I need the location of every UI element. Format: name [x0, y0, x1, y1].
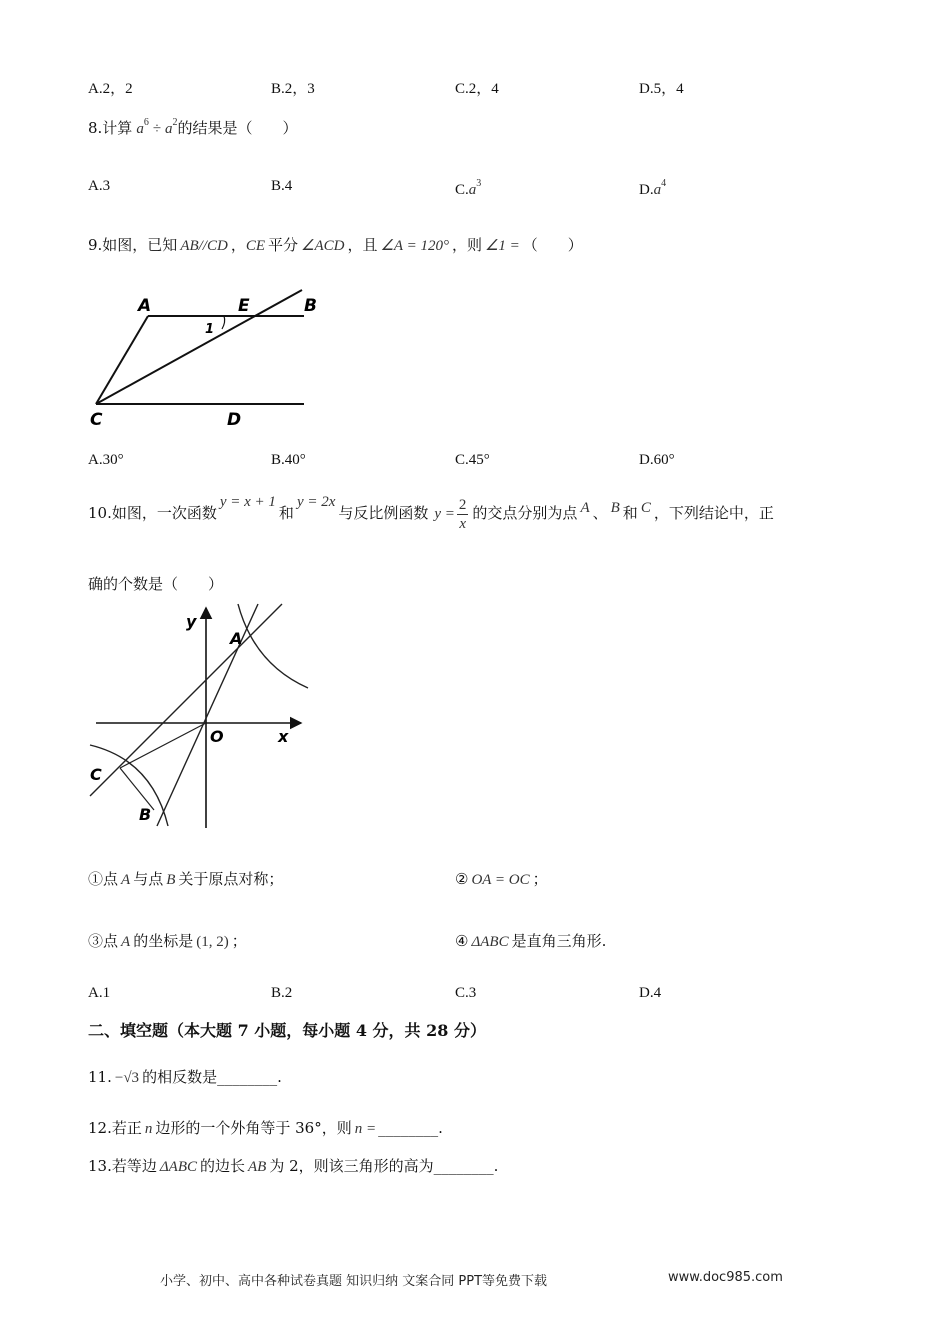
q9-option-c: C.45° — [455, 452, 490, 468]
q9-option-a: A.30° — [88, 452, 124, 468]
label-c: C — [90, 765, 102, 784]
q10-point-c: C — [640, 500, 651, 516]
question-9-stem: 9.如图，已知 AB//CD ，CE 平分 ∠ACD ，且 ∠A = 120° ，则 ∠1 = （ ） — [88, 236, 583, 254]
question-10-stem: 10.如图，一次函数y = x + 1和y = 2x与反比例函数 y = $\frac{2}{x}$ 的交点分别为点 A 、 B 和 C ，下列结论中，正 — [88, 494, 774, 532]
q7-option-a: A.2，2 — [88, 81, 133, 97]
q8-number: 8.计算 — [88, 119, 133, 137]
q9-ce: CE — [245, 238, 265, 254]
q8-expr-a1: a — [136, 121, 144, 137]
question-12: 12.若正 n 边形的一个外角等于 36°，则 n = ________. — [88, 1119, 443, 1137]
label-d: D — [227, 410, 242, 430]
q10-stem-line2: 确的个数是（ ） — [88, 575, 224, 593]
q8-option-c: $C.a^3$ — [455, 178, 482, 198]
hyperbola-branch-1 — [238, 604, 308, 688]
q10-statement-3: ③点 A 的坐标是 (1, 2) ； — [88, 932, 247, 950]
q10-figure — [86, 600, 316, 832]
q8-expr-a2: a — [165, 121, 173, 137]
q8-option-b: B.4 — [271, 178, 293, 194]
line-ce — [96, 290, 302, 404]
q7-option-c: C.2，4 — [455, 81, 499, 97]
label-o: O — [210, 727, 224, 746]
footer-website[interactable]: www.doc985.com — [668, 1270, 783, 1285]
q10-point-a: A — [580, 500, 590, 516]
q8-option-a: A.3 — [88, 178, 111, 194]
segment-cb — [120, 768, 154, 810]
q9-parallel: AB//CD — [180, 238, 228, 254]
q9-angle-a: ∠A = 120° — [380, 238, 449, 254]
question-11: 11. −√3 的相反数是________. — [88, 1068, 282, 1086]
q8-tail: 的结果是（ ） — [177, 119, 298, 137]
line-y-2x — [157, 604, 258, 826]
q8-expr-op: ÷ — [152, 121, 162, 137]
q9-figure — [86, 282, 336, 432]
q10-linear-2: y = 2x — [296, 494, 336, 510]
q9-number: 9.如图，已知 — [88, 236, 178, 254]
label-c: C — [90, 410, 103, 430]
q10-number: 10.如图，一次函数 — [88, 504, 217, 522]
q10-option-c: C.3 — [455, 985, 477, 1001]
q10-statement-4: ④ ΔABC 是直角三角形. — [455, 932, 607, 950]
q7-option-d: D.5，4 — [639, 81, 684, 97]
label-angle-1: 1 — [205, 322, 215, 337]
q10-statement-2: ② OA = OC ； — [455, 870, 548, 888]
footer-promo-text: 小学、初中、高中各种试卷真题 知识归纳 文案合同 PPT等免费下载 — [160, 1274, 548, 1289]
q11-neg-sqrt3: −√3 — [114, 1070, 140, 1086]
q10-statement-1: ①点 A 与点 B 关于原点对称； — [88, 870, 284, 888]
q8-expr-e1: 6 — [143, 117, 149, 128]
question-13: 13.若等边 ΔABC 的边长 AB 为 2，则该三角形的高为________. — [88, 1157, 499, 1175]
segment-ac — [96, 316, 148, 404]
question-8-stem — [88, 117, 298, 138]
q10-option-d: D.4 — [639, 985, 662, 1001]
section-2-heading: 二、填空题（本大题 7 小题，每小题 4 分，共 28 分） — [88, 1021, 486, 1040]
q10-inverse-fraction: $\frac{2}{x}$ — [458, 496, 467, 532]
q10-option-a: A.1 — [88, 985, 111, 1001]
q10-inverse-left: y = — [434, 506, 455, 522]
q8-expr-e2: 2 — [172, 117, 178, 128]
q9-option-d: D.60° — [639, 452, 675, 468]
label-b: B — [139, 805, 152, 824]
q9-option-b: B.40° — [271, 452, 306, 468]
label-a: A — [138, 296, 152, 316]
q9-angle-1: ∠1 = — [484, 238, 520, 254]
label-b: B — [304, 296, 317, 316]
q8-option-d: $D.a^4$ — [639, 178, 667, 198]
label-e: E — [238, 296, 250, 316]
label-y: y — [186, 612, 197, 631]
line-y-x-plus-1 — [90, 604, 282, 796]
q10-linear-1: y = x + 1 — [219, 494, 276, 510]
q9-angle-acd: ∠ACD — [301, 238, 345, 254]
label-x: x — [278, 727, 289, 746]
q10-option-b: B.2 — [271, 985, 293, 1001]
q7-option-b: B.2，3 — [271, 81, 315, 97]
angle-1-arc — [222, 316, 225, 329]
q10-point-b: B — [610, 500, 620, 516]
label-a: A — [230, 629, 243, 648]
